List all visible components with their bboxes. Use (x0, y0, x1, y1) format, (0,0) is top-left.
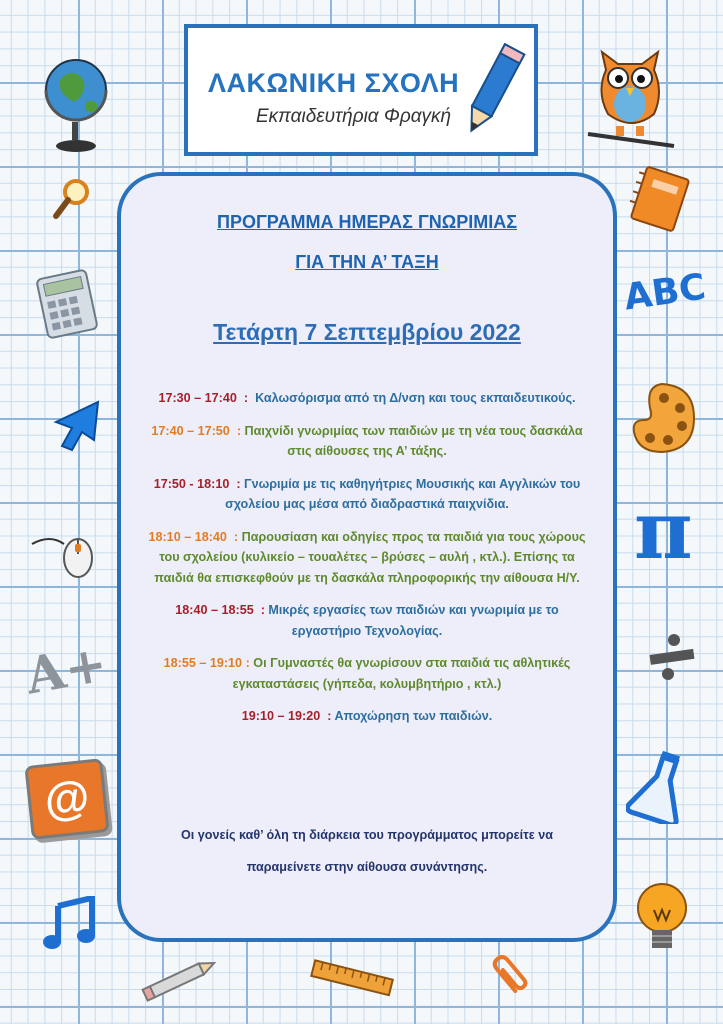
lightbulb-icon (630, 880, 694, 960)
paperclip-icon (486, 950, 536, 1000)
schedule-desc: Παρουσίαση και οδηγίες προς τα παιδιά για τους χώρους του σχολείου (κυλικείο – τουαλέτες – βρύσες – αυλή , κτλ.). Επίσης τα παιδιά θα επισκεφθούν με τη δασκάλα πληροφορικής την αίθουσα Η/Υ. (154, 529, 586, 585)
logo-title: ΛΑΚΩΝΙΚΗ ΣΧΟΛΗ (208, 68, 460, 98)
school-logo (184, 24, 538, 156)
schedule-time: 17:50 - 18:10 (153, 476, 230, 491)
program-heading-line2: ΓΙΑ ΤΗΝ Α’ ΤΑΞΗ (295, 252, 439, 272)
calculator-icon (32, 268, 102, 340)
schedule-time: 17:30 – 17:40 (158, 391, 237, 405)
logo-subtitle: Εκπαιδευτήρια Φραγκή (256, 106, 452, 127)
schedule-item: 17:40 – 17:50 : Παιχνίδι γνωριμίας των παιδιών με τη νέα τους δασκάλα στις αίθουσες της Α’ τάξης. (151, 423, 583, 458)
schedule-item: 19:10 – 19:20 : Αποχώρηση των παιδιών. (241, 709, 493, 723)
notebook-icon (628, 166, 692, 232)
logo-pencil-icon (458, 38, 528, 142)
schedule-list (141, 388, 593, 739)
schedule-desc: Καλωσόρισμα από τη Δ/νση και τους εκπαιδευτικούς. (255, 391, 576, 405)
schedule-time: 18:10 – 18:40 (148, 529, 227, 544)
globe-icon (40, 50, 114, 160)
schedule-item: 18:10 – 18:40 : Παρουσίαση και οδηγίες προς τα παιδιά για τους χώρους του σχολείου (κυλικείο – τουαλέτες – βρύσες – αυλή , κτλ.). Επίσης τα παιδιά θα επισκεφθούν με τη δασκάλα πληροφορικής την αίθουσα Η/Υ. (148, 529, 586, 585)
program-date: Τετάρτη 7 Σεπτεμβρίου 2022 (213, 319, 521, 345)
schedule-item: 18:40 – 18:55 : Μικρές εργασίες των παιδιών και γνωριμία με το εργαστήριο Τεχνολογίας. (175, 603, 559, 638)
abc-icon: ABC (621, 266, 709, 319)
mouse-icon (30, 530, 100, 580)
at-sign-icon: @ (24, 758, 109, 840)
arrow-cursor-icon (50, 398, 102, 454)
schedule-desc: Αποχώρηση των παιδιών. (334, 709, 493, 723)
schedule-desc: Παιχνίδι γνωριμίας των παιδιών με τη νέα τους δασκάλα στις αίθουσες της Α’ τάξης. (244, 423, 583, 458)
schedule-time: 18:55 – 19:10 (163, 656, 243, 670)
pi-icon: π (634, 483, 693, 577)
schedule-item: 17:30 – 17:40 : Καλωσόρισμα από τη Δ/νση και τους εκπαιδευτικούς. (158, 391, 576, 405)
schedule-desc: Οι Γυμναστές θα γνωρίσουν στα παιδιά τις αθλητικές εγκαταστάσεις (γήπεδα, κολυμβητήριο , κτλ.) (232, 656, 571, 691)
schedule-time: 19:10 – 19:20 (241, 709, 321, 723)
parents-note (141, 819, 593, 883)
schedule-desc: Μικρές εργασίες των παιδιών και γνωριμία με το εργαστήριο Τεχνολογίας. (268, 603, 559, 638)
pencil-icon (140, 955, 220, 1005)
parents-note-line1: Οι γονείς καθ’ όλη τη διάρκεια του προγράμματος μπορείτε να (180, 828, 553, 842)
schedule-item: 18:55 – 19:10 : Οι Γυμναστές θα γνωρίσουν στα παιδιά τις αθλητικές εγκαταστάσεις (γήπεδα, κολυμβητήριο , κτλ.) (163, 656, 571, 691)
music-note-icon (40, 896, 100, 952)
program-heading-line1: ΠΡΟΓΡΑΜΜΑ ΗΜΕΡΑΣ ΓΝΩΡΙΜΙΑΣ (216, 212, 517, 232)
schedule-time: 17:40 – 17:50 (151, 423, 230, 438)
ruler-icon (308, 958, 398, 998)
magnifier-icon (52, 176, 92, 220)
program-card (117, 172, 617, 942)
parents-note-line2: παραμείνετε στην αίθουσα συνάντησης. (246, 860, 488, 874)
a-plus-icon: A+ (21, 633, 112, 706)
owl-icon (584, 42, 680, 152)
palette-icon (628, 380, 698, 456)
schedule-time: 18:40 – 18:55 (175, 603, 254, 617)
flask-icon (626, 748, 696, 824)
divide-icon (644, 630, 698, 684)
schedule-item: 17:50 - 18:10 : Γνωριμία με τις καθηγήτριες Μουσικής και Αγγλικών του σχολείου μας μέσα από διαδραστικά παιχνίδια. (153, 476, 581, 511)
schedule-desc: Γνωριμία με τις καθηγήτριες Μουσικής και Αγγλικών του σχολείου μας μέσα από διαδραστικά παιχνίδια. (225, 476, 581, 511)
